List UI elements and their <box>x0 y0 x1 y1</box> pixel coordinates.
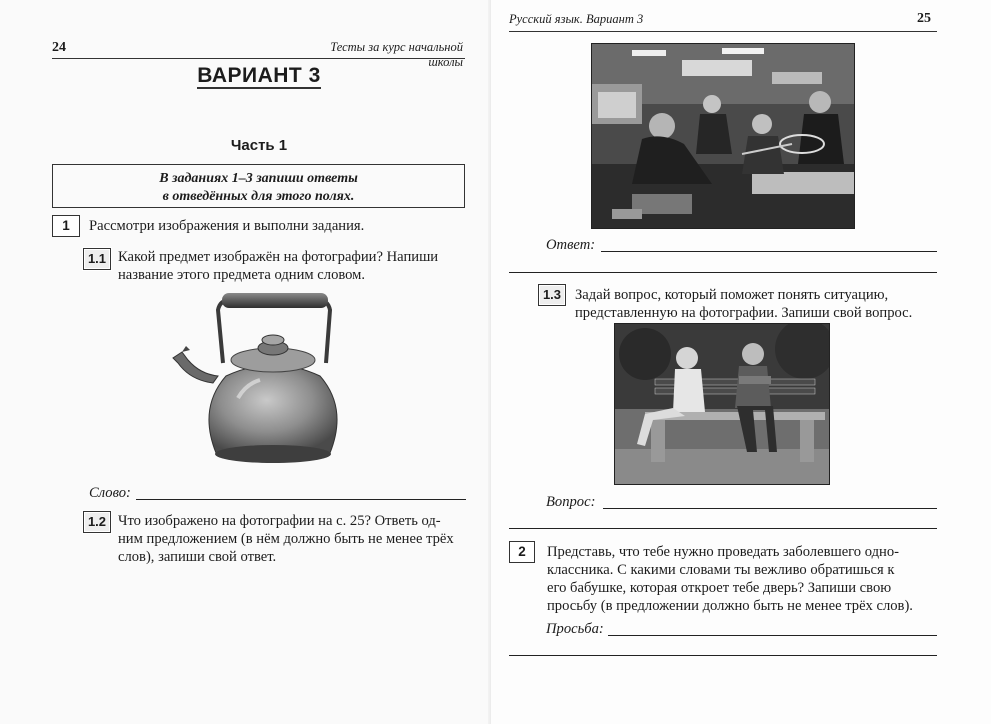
part-title: Часть 1 <box>230 137 288 154</box>
task-1-1-text <box>118 248 466 284</box>
task-1-2-line-1: Что изображено на фотографии на с. 25? Ответь од- <box>118 513 441 529</box>
header-rule <box>509 31 937 32</box>
task-1-3-line-1: Задай вопрос, который поможет понять ситуацию, <box>575 287 889 303</box>
request-answer-line-2[interactable] <box>509 655 937 656</box>
classroom-photo <box>591 43 855 229</box>
header-rule <box>52 58 465 59</box>
task-1-2-line-3: слов), запиши свой ответ. <box>118 549 277 565</box>
task-2-line-1: Представь, что тебе нужно проведать заболевшего одно- <box>547 544 900 560</box>
question-label: Вопрос: <box>546 494 596 510</box>
subtask-number-box: 1.2 <box>83 511 111 533</box>
answer-line-2[interactable] <box>509 272 937 273</box>
task-1-2-text <box>118 512 466 566</box>
task-2-line-2: классника. С какими словами ты вежливо обратишься к <box>547 562 895 578</box>
task-1-1-line-2: название этого предмета одним словом. <box>118 267 366 283</box>
left-page <box>0 0 488 724</box>
page-number: 24 <box>52 40 66 55</box>
instruction-box <box>52 164 465 208</box>
answer-line[interactable] <box>601 251 937 252</box>
task-number-box: 1 <box>52 215 80 237</box>
task-1-text: Рассмотри изображения и выполни задания. <box>89 218 365 234</box>
task-1-1-line-1: Какой предмет изображён на фотографии? Напиши <box>118 249 439 265</box>
instruction-line-2: в отведённых для этого полях. <box>162 189 355 204</box>
page-number: 25 <box>917 11 931 26</box>
running-head: Тесты за курс начальной школы <box>330 40 463 69</box>
running-head: Русский язык. Вариант 3 <box>509 12 644 26</box>
word-answer-line[interactable] <box>136 499 466 500</box>
instruction-line-1: В заданиях 1–3 запиши ответы <box>159 171 358 186</box>
task-1-2-line-2: ним предложением (в нём должно быть не менее трёх <box>118 531 454 547</box>
task-2-line-3: его бабушке, которая откроет тебе дверь? Запиши свою <box>547 580 892 596</box>
bench-photo <box>614 323 830 485</box>
task-number-box: 2 <box>509 541 535 563</box>
task-1-3-line-2: представленную на фотографии. Запиши свой вопрос. <box>575 305 913 321</box>
task-2-text <box>547 543 937 615</box>
subtask-number-box: 1.1 <box>83 248 111 270</box>
variant-title <box>170 64 348 88</box>
variant-title-text: ВАРИАНТ 3 <box>197 64 321 87</box>
kettle-photo <box>168 288 358 468</box>
request-label: Просьба: <box>546 621 604 637</box>
question-answer-line[interactable] <box>603 508 937 509</box>
task-1-3-text <box>575 286 937 322</box>
task-2-line-4: просьбу (в предложении должно быть не менее трёх слов). <box>547 598 913 614</box>
answer-label: Слово: <box>89 485 131 501</box>
answer-label: Ответ: <box>546 237 596 253</box>
right-page <box>491 0 991 724</box>
subtask-number-box: 1.3 <box>538 284 566 306</box>
question-answer-line-2[interactable] <box>509 528 937 529</box>
request-answer-line[interactable] <box>608 635 937 636</box>
